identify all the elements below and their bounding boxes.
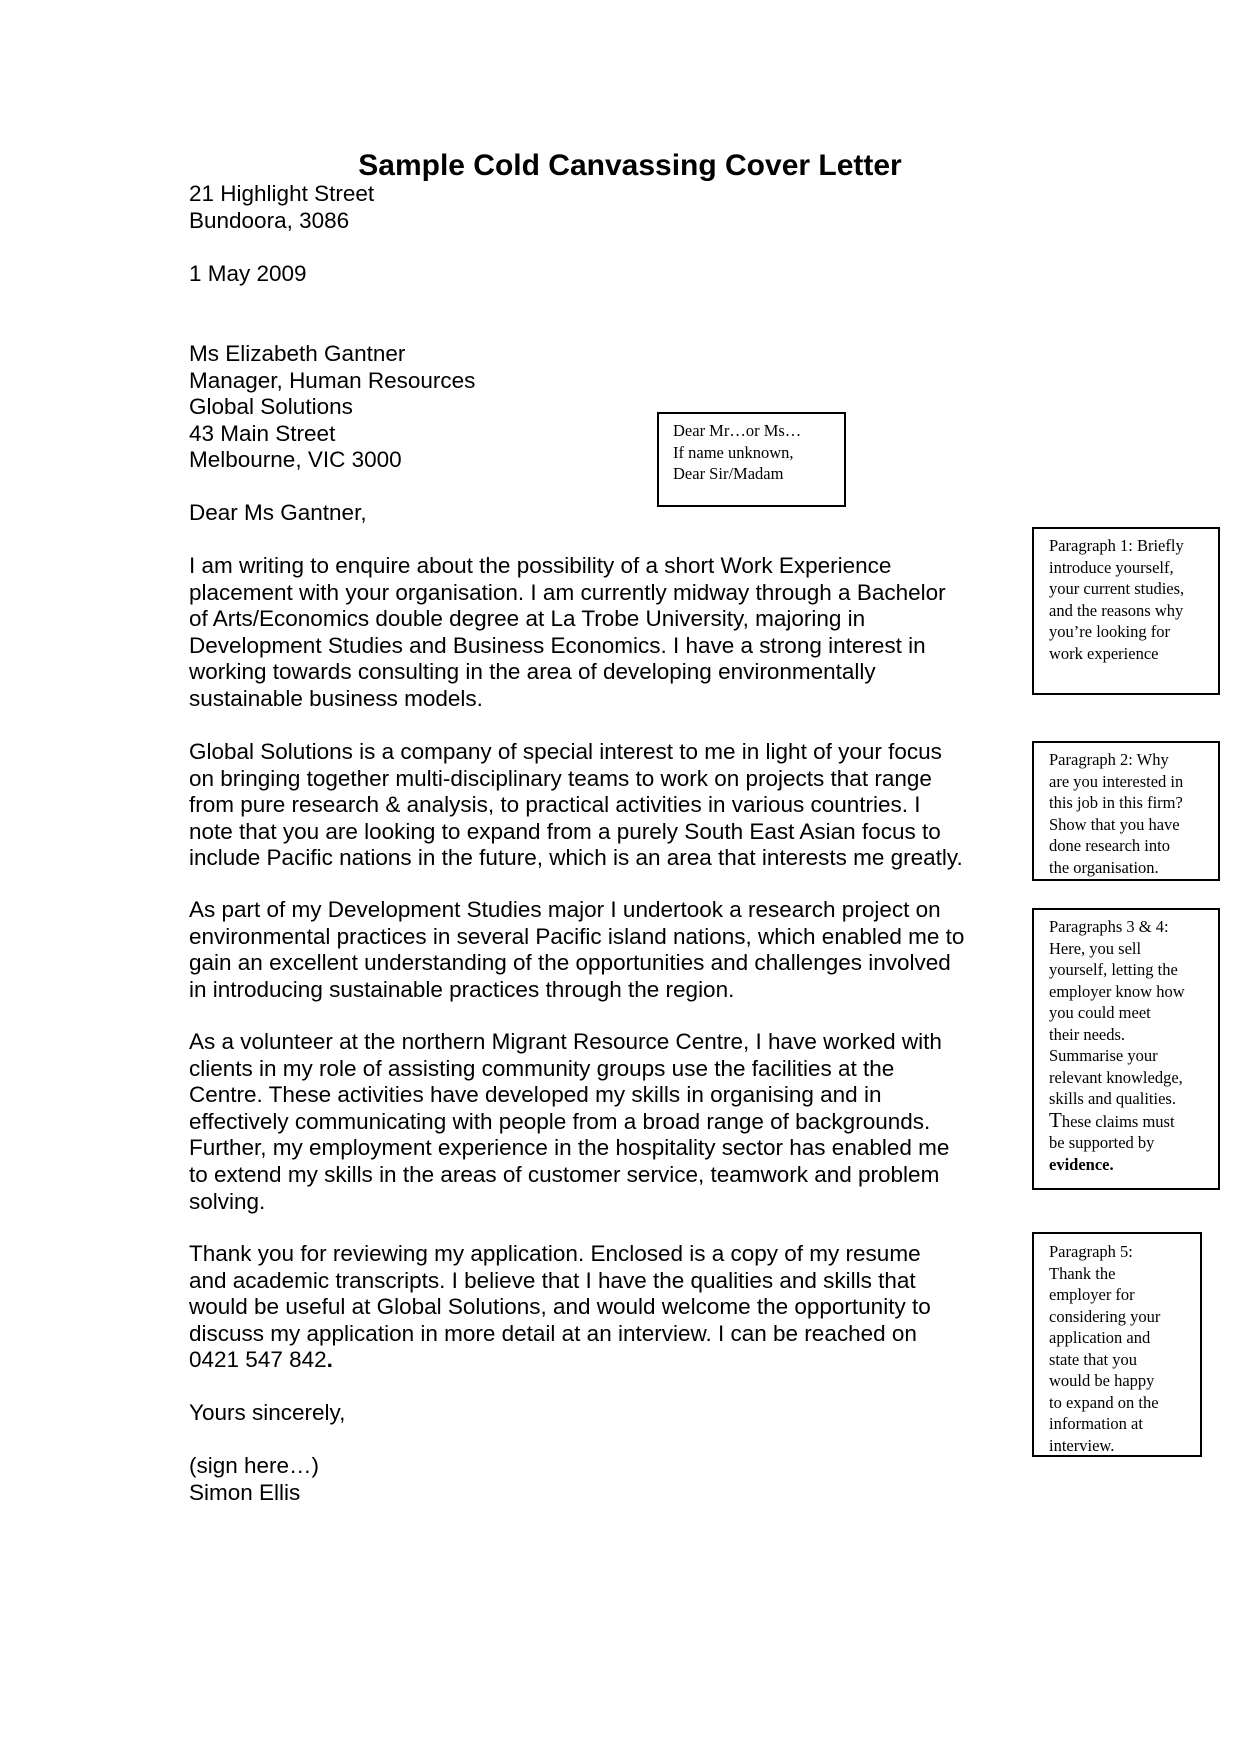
paragraph-1	[189, 553, 1009, 713]
note-line: Dear Mr…or Ms…	[673, 421, 802, 440]
paragraph-line: environmental practices in several Pacific island nations, which enabled me to	[189, 923, 965, 949]
sender-street: 21 Highlight Street	[189, 181, 375, 206]
paragraph-4	[189, 1029, 1009, 1215]
paragraph-line: in introducing sustainable practices through the region.	[189, 976, 735, 1002]
phone-period: .	[326, 1347, 333, 1373]
note-line: you could meet	[1049, 1003, 1151, 1022]
paragraph-line: placement with your organisation. I am currently midway through a Bachelor	[189, 579, 946, 605]
note-line: done research into	[1049, 836, 1170, 855]
note-line: Paragraph 2: Why	[1049, 750, 1169, 769]
note-line: Show that you have	[1049, 814, 1180, 834]
paragraph-line: Thank you for reviewing my application. Enclosed is a copy of my resume	[189, 1241, 921, 1266]
paragraph-line: clients in my role of assisting community groups use the facilities at the	[189, 1055, 895, 1081]
note-line: employer for	[1049, 1285, 1135, 1304]
note-line: Paragraphs 3 & 4:	[1049, 917, 1169, 936]
paragraph-line: would be useful at Global Solutions, and would welcome the opportunity to	[189, 1294, 931, 1320]
note-line: your current studies,	[1049, 579, 1185, 598]
page-title: Sample Cold Canvassing Cover Letter	[358, 149, 902, 182]
paragraph-line: Centre. These activities have developed my skills in organising and in	[189, 1082, 882, 1108]
note-line: you’re looking for	[1049, 622, 1170, 641]
paragraph-3	[189, 897, 1009, 1003]
note-line: to expand on the	[1049, 1392, 1159, 1412]
paragraph-line: note that you are looking to expand from a purely South East Asian focus to	[189, 818, 941, 844]
note-line: state that you	[1049, 1349, 1137, 1369]
paragraph-line: of Arts/Economics double degree at La Trobe University, majoring in	[189, 606, 866, 632]
paragraph-line: working towards consulting in the area of developing environmentally	[189, 659, 876, 685]
note-claims-line	[1049, 1107, 1210, 1133]
paragraph-line: include Pacific nations in the future, which is an area that interests me greatly.	[189, 845, 963, 871]
note-evidence: evidence.	[1049, 1154, 1114, 1174]
paragraph-line: solving.	[189, 1188, 266, 1214]
paragraph-line: As a volunteer at the northern Migrant Resource Centre, I have worked with	[189, 1029, 942, 1054]
paragraph-line: Further, my employment experience in the hospitality sector has enabled me	[189, 1135, 950, 1161]
note-line: are you interested in	[1049, 771, 1184, 791]
note-line: this job in this firm?	[1049, 793, 1183, 812]
paragraph-2-note-box	[1032, 741, 1220, 881]
note-line: yourself, letting the	[1049, 960, 1178, 979]
note-line: their needs.	[1049, 1024, 1126, 1044]
note-line: Paragraph 1: Briefly	[1049, 536, 1184, 555]
note-line: relevant knowledge,	[1049, 1067, 1183, 1087]
paragraph-line: discuss my application in more detail at an interview. I can be reached on	[189, 1320, 917, 1346]
salutation-note-box	[657, 412, 846, 507]
note-line: application and	[1049, 1328, 1151, 1347]
note-line: be supported by	[1049, 1133, 1155, 1152]
date-text: 1 May 2009	[189, 261, 307, 286]
paragraph-line: sustainable business models.	[189, 685, 483, 711]
note-line: employer know how	[1049, 981, 1185, 1001]
note-line: introduce yourself,	[1049, 557, 1174, 577]
paragraph-2	[189, 739, 1009, 872]
note-line: would be happy	[1049, 1371, 1155, 1390]
paragraph-line: Global Solutions is a company of special interest to me in light of your focus	[189, 739, 942, 764]
note-line: work experience	[1049, 643, 1159, 663]
note-line: considering your	[1049, 1306, 1161, 1326]
note-line: skills and qualities.	[1049, 1089, 1176, 1108]
claims-rest: hese claims must	[1061, 1111, 1175, 1131]
salutation	[189, 500, 1009, 527]
closing-text: Yours sincerely,	[189, 1400, 346, 1425]
paragraph-line: to extend my skills in the areas of customer service, teamwork and problem	[189, 1161, 940, 1187]
paragraph-line: gain an excellent understanding of the opportunities and challenges involved	[189, 950, 951, 976]
phone-line	[189, 1347, 1009, 1374]
paragraph-5-note-box	[1032, 1232, 1202, 1457]
note-line: Paragraph 5:	[1049, 1242, 1133, 1261]
paragraph-line: effectively communicating with people from a broad range of backgrounds.	[189, 1108, 931, 1134]
paragraph-line: As part of my Development Studies major I undertook a research project on	[189, 897, 941, 922]
note-line: interview.	[1049, 1435, 1115, 1455]
closing	[189, 1400, 1009, 1427]
note-line: Here, you sell	[1049, 938, 1142, 958]
paragraph-1-note-box	[1032, 527, 1220, 695]
recipient-title: Manager, Human Resources	[189, 367, 476, 393]
recipient-street: 43 Main Street	[189, 420, 336, 446]
signature-placeholder: (sign here…)	[189, 1453, 320, 1478]
note-line: information at	[1049, 1414, 1143, 1433]
paragraph-5	[189, 1241, 1009, 1374]
letter-date	[189, 261, 1009, 288]
note-line: Summarise your	[1049, 1046, 1158, 1065]
signer-name: Simon Ellis	[189, 1479, 301, 1505]
note-line: If name unknown,	[673, 442, 794, 462]
paragraph-line: and academic transcripts. I believe that I have the qualities and skills that	[189, 1267, 916, 1293]
signature-block	[189, 1453, 1009, 1506]
claims-initial: T	[1049, 1107, 1062, 1132]
note-line: Thank the	[1049, 1263, 1116, 1283]
paragraph-line: on bringing together multi-disciplinary teams to work on projects that range	[189, 765, 932, 791]
recipient-company: Global Solutions	[189, 394, 353, 420]
recipient-address	[189, 341, 1009, 474]
paragraph-line: Development Studies and Business Economics. I have a strong interest in	[189, 632, 926, 658]
recipient-name: Ms Elizabeth Gantner	[189, 341, 406, 366]
sender-address	[189, 181, 1009, 234]
paragraph-line: I am writing to enquire about the possibility of a short Work Experience	[189, 553, 892, 578]
phone-number: 0421 547 842	[189, 1347, 327, 1373]
note-line: Dear Sir/Madam	[673, 464, 784, 483]
note-line: and the reasons why	[1049, 600, 1184, 620]
paragraph-3-4-note-box	[1032, 908, 1220, 1190]
paragraph-line: from pure research & analysis, to practical activities in various countries. I	[189, 792, 921, 818]
sender-suburb: Bundoora, 3086	[189, 207, 350, 233]
note-line: the organisation.	[1049, 857, 1159, 877]
salutation-text: Dear Ms Gantner,	[189, 500, 367, 525]
recipient-city: Melbourne, VIC 3000	[189, 447, 402, 473]
